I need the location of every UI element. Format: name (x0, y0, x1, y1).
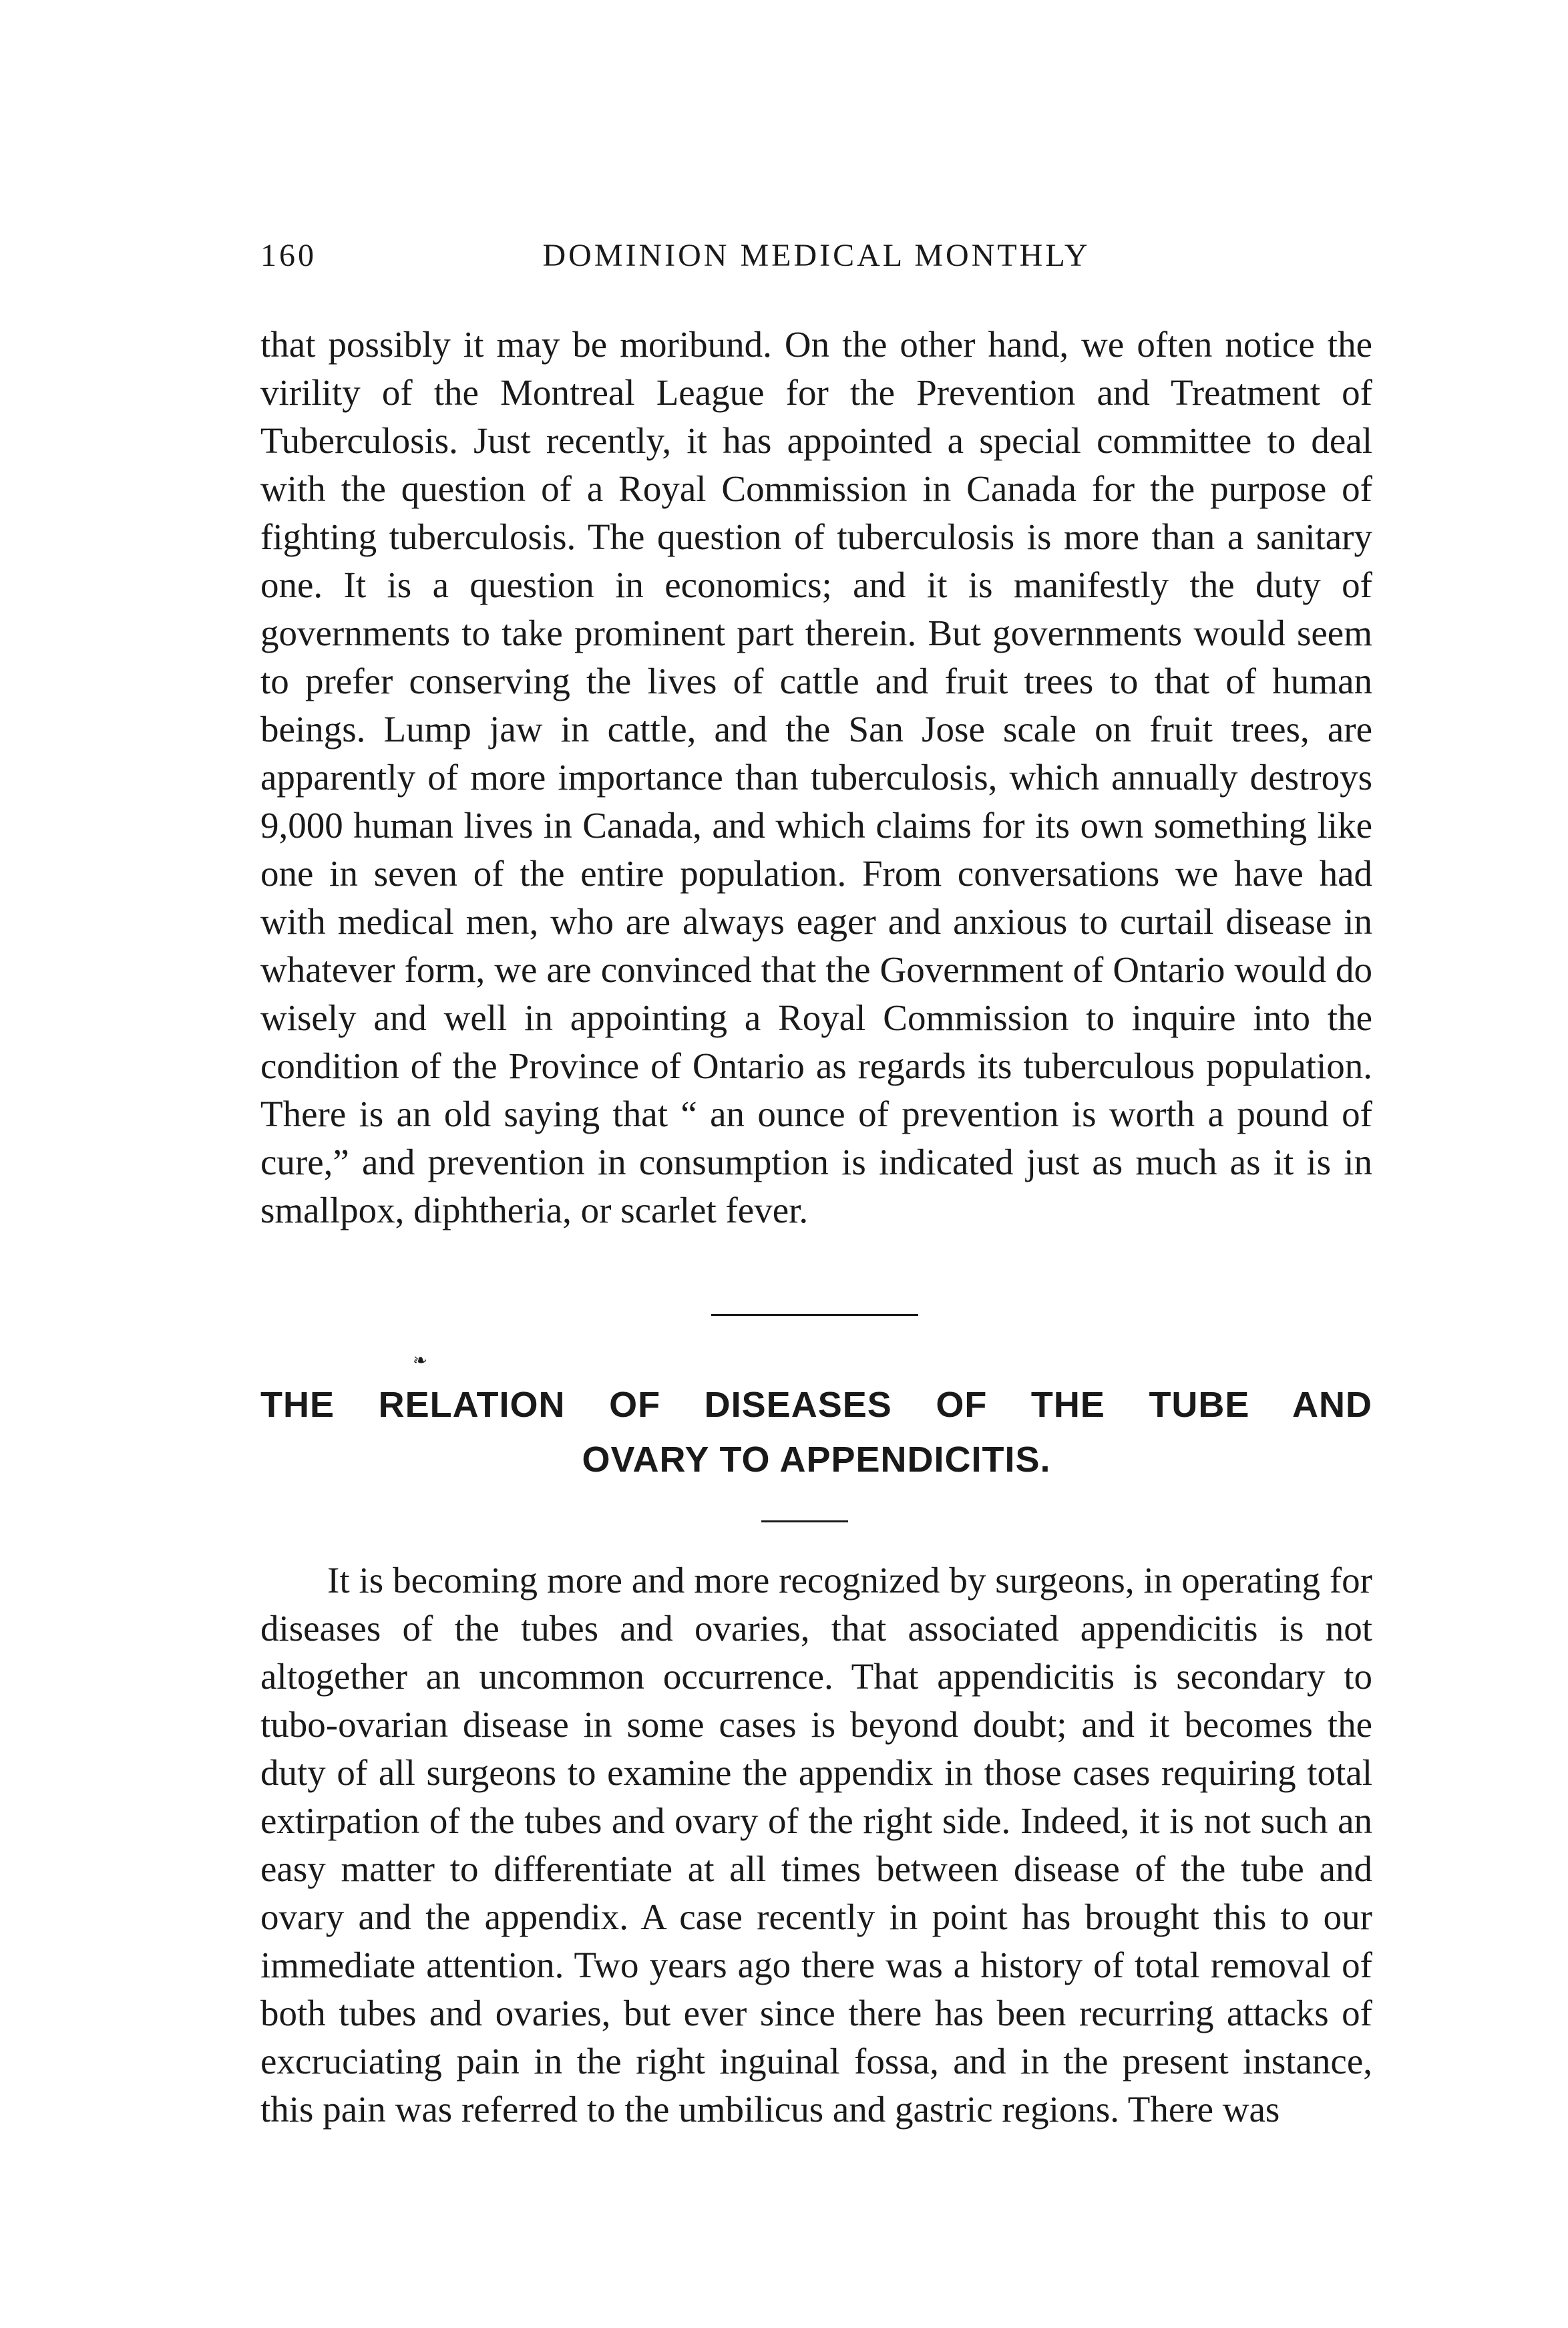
article-title-line-1: THE RELATION OF DISEASES OF THE TUBE AND (260, 1385, 1372, 1425)
page-number: 160 (260, 238, 317, 273)
article-title (260, 1377, 1372, 1487)
section-divider (711, 1314, 918, 1316)
article-title-line-2: OVARY TO APPENDICITIS. (582, 1440, 1051, 1480)
running-head (260, 237, 1372, 284)
continued-paragraph: that possibly it may be moribund. On the other hand, we often notice the virility of the Montreal League for the Prevention and Treatment of Tuberculosis. Just recently, it has appointed a special committee to deal with the question of a Royal Commission in Canada for the purpose of fighting tuberculosis. The question of tuberculosis is more than a sanitary one. It is a question in economics; and it is manifestly the duty of governments to take prominent part therein. But governments would seem to prefer conserving the lives of cattle and fruit trees to that of human beings. Lump jaw in cattle, and the San Jose scale on fruit trees, are apparently of more importance than tuberculosis, which annually destroys 9,000 human lives in Canada, and which claims for its own something like one in seven of the entire population. From conversations we have had with medical men, who are always eager and anxious to curtail disease in whatever form, we are convinced that the Government of Ontario would do wisely and well in appointing a Royal Commission to inquire into the condition of the Province of Ontario as regards its tuberculous population. There is an old saying that “ an ounce of prevention is worth a pound of cure,” and prevention in consumption is indicated just as much as it is in smallpox, diphtheria, or scarlet fever. (260, 324, 1372, 1230)
title-underline (761, 1520, 848, 1522)
article-paragraph: It is becoming more and more recognized by surgeons, in operating for diseases of the tubes and ovaries, that associated appendicitis is not altogether an uncommon occurrence. That appendicitis is secondary to tubo-ovarian disease in some cases is beyond doubt; and it becomes the duty of all surgeons to examine the appendix in those cases requiring total extirpation of the tubes and ovary of the right side. Indeed, it is not such an easy matter to differentiate at all times between disease of the tube and ovary and the appendix. A case recently in point has brought this to our immediate attention. Two years ago there was a history of total removal of both tubes and ovaries, but ever since there has been recurring attacks of excruciating pain in the right inguinal fossa, and in the present instance, this pain was referred to the umbilicus and gastric regions. There was (260, 1560, 1372, 2130)
ornament-mark: ❧ (413, 1351, 427, 1370)
journal-title: DOMINION MEDICAL MONTHLY (542, 238, 1091, 273)
